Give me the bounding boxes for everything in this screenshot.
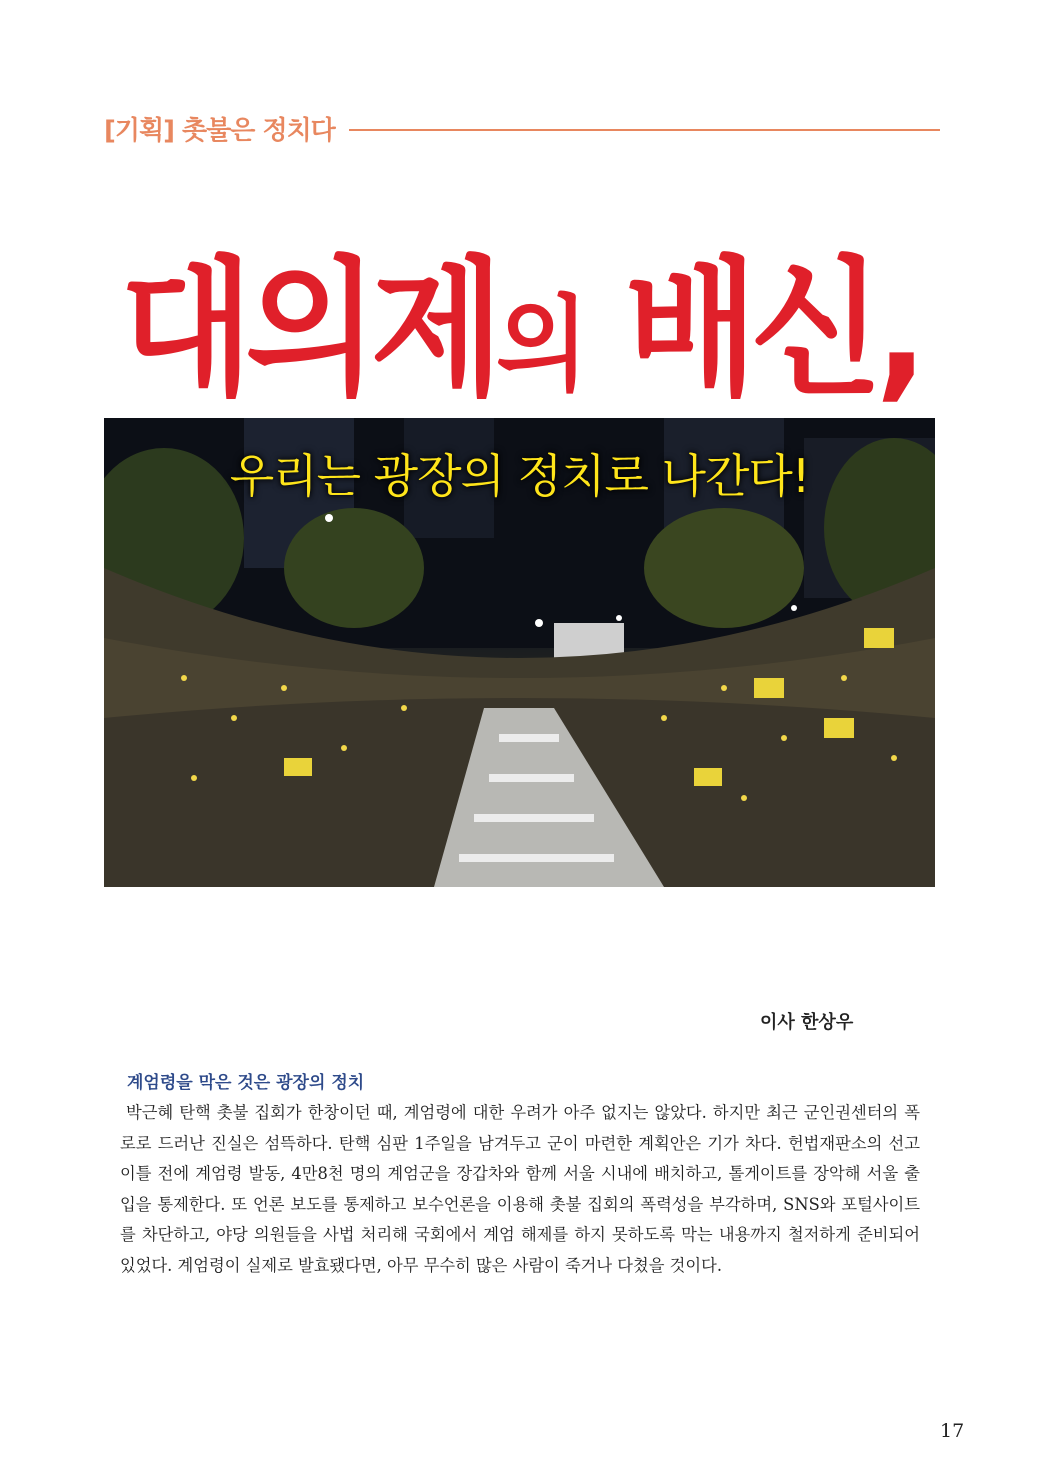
- rally-photo: [104, 418, 935, 887]
- title-part-2: 의: [495, 284, 585, 406]
- section-header: [104, 108, 940, 148]
- page-number: 17: [940, 1420, 965, 1442]
- title-part-3: 배신,: [584, 242, 920, 417]
- title-part-1: 대의제: [120, 242, 496, 417]
- main-title: [120, 238, 920, 422]
- header-divider: [349, 129, 940, 131]
- section-subheading: 계엄령을 막은 것은 광장의 정치: [127, 1073, 365, 1093]
- section-tag: [기획] 촛불은 정치다: [104, 115, 335, 146]
- article-paragraph: 박근혜 탄핵 촛불 집회가 한창이던 때, 계엄령에 대한 우려가 아주 없지는 않았다. 하지만 최근 군인권센터의 폭로로 드러난 진실은 섬뜩하다. 탄핵 심판 1주일을 남겨두고 군이 마련한 계획안은 기가 차다. 헌법재판소의 선고 이틀 전에 계엄령 발동, 4만8천 명의 계엄군을 장갑차와 함께 서울 시내에 배치하고, 톨게이트를 장악해 서울 출입을 통제한다. 또 언론 보도를 통제하고 보수언론을 이용해 촛불 집회의 폭력성을 부각하며, SNS와 포털사이트를 차단하고, 야당 의원들을 사법 처리해 국회에서 계엄 해제를 하지 못하도록 막는 내용까지 철저하게 준비되어 있었다. 계엄령이 실제로 발효됐다면, 아무 무수히 많은 사람이 죽거나 다쳤을 것이다.: [120, 1103, 920, 1275]
- photo-caption: 우리는 광장의 정치로 나간다!: [229, 449, 810, 503]
- author-byline: 이사 한상우: [760, 1012, 854, 1033]
